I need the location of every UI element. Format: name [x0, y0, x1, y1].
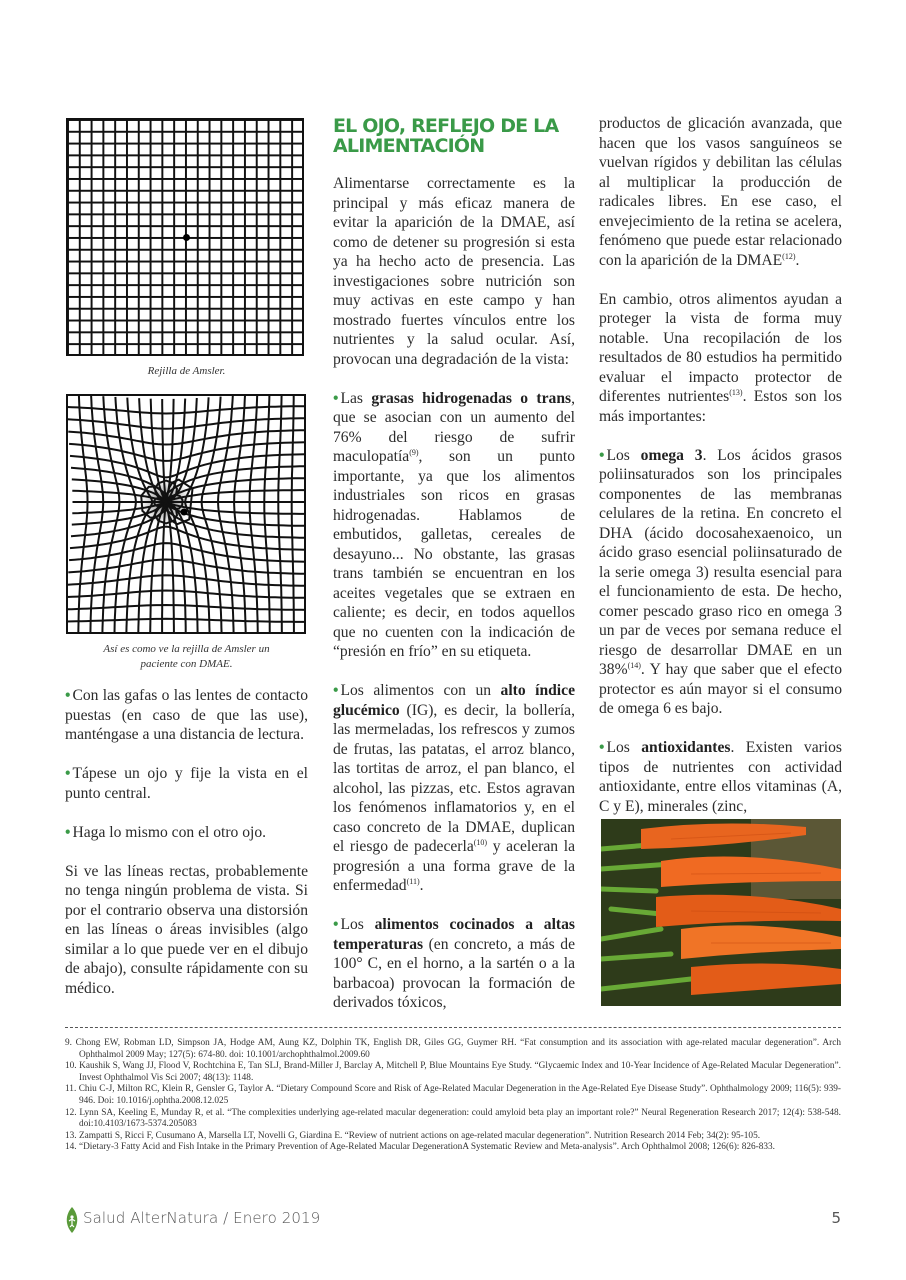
- item-alto-indice-glucemico: • Los alimentos con un alto índice glucémico (IG), es decir, la bollería, las mermeladas, los refrescos y zumos de frutas, las patatas, el arroz blanco, las tortitas de arroz, el pan blanco, el alcohol, las pizzas, etc. Estos agravan los fenómenos inflamatorios y, en el caso concreto de la DMAE, duplican el riesgo de padecerla$^{(10)}$ y aceleran la progresión a una forma grave de la enfermedad$^{(11)}$.: [333, 682, 575, 894]
- section-heading: EL OJO, REFLEJO DE LA ALIMENTACIÓN: [333, 115, 559, 157]
- bullet-icon: •: [333, 916, 339, 933]
- footnote-14: 14. “Dietary-3 Fatty Acid and Fish Intake in the Primary Prevention of Age-Related Macular DegenerationA Systematic Review and Meta-analysis”. Arch Ophthalmol 2008; 126(6): 826-833.: [65, 1142, 776, 1153]
- footnote-10: 10. Kaushik S, Wang JJ, Flood V, Rochtchina E, Tan SLJ, Brand-Miller J, Barclay A, Mitchell P, Blue Mountains Eye Study. “Glycaemic Index and 10-Year Incidence of Age-Related Macular Degeneration”. Invest Ophthalmol Vis Sci 2007; 48(13): 1148.: [65, 1061, 841, 1083]
- publication-name: Salud AlterNatura / Enero 2019: [83, 1209, 321, 1227]
- bullet-icon: •: [599, 739, 605, 756]
- footnote-12: 12. Lynn SA, Keeling E, Munday R, et al. “The complexities underlying age-related macular degeneration: could amyloid beta play an important role?” Neural Regeneration Research 2017; 12(4): 538-548. doi:10.4103/1673-5374.205083: [65, 1107, 841, 1130]
- middle-column: [333, 114, 575, 1032]
- bullet-icon: •: [333, 682, 339, 699]
- bullet-icon: •: [333, 389, 339, 407]
- leaf-logo-icon: [65, 1207, 79, 1233]
- distorted-amsler-grid: [66, 394, 306, 634]
- item-grasas-trans: • Las grasas hidrogenadas o trans, que se asocian con un aumento del 76% del riesgo de sufrir maculopatía$^{(9)}$, son un punto importante, ya que los alimentos industriales son ricos en grasas hidrogenadas. Hablamos de embutidos, galletas, cereales de desayuno... No obstante, las grasas trans también se encuentran en los aceites vegetales que se extraen en caliente; es decir, en todos aquellos que no cuenten con la indicación de “presión en frío” en su etiqueta.: [333, 389, 575, 660]
- carrots-photo: [601, 819, 841, 1006]
- footnote-ref: (10): [473, 837, 488, 847]
- amsler-grid-caption: Rejilla de Amsler.: [147, 365, 226, 377]
- footnote-9: 9. Chong EW, Robman LD, Simpson JA, Hodge AM, Aung KZ, Dolphin TK, English DR, Giles GG, Guymer RH. “Fat consumption and its association with age-related macular degeneration”. Arch Ophthalmol 2009 May; 127(5): 674-80. doi: 10.1001/archophthalmol.2009.60: [65, 1038, 841, 1060]
- footnote-13: 13. Zampatti S, Ricci F, Cusumano A, Marsella LT, Novelli G, Giardina E. “Review of nutrient actions on age-related macular degeneration”. Nutrition Research 2014 Feb; 34(2): 95-105.: [65, 1130, 761, 1141]
- right-column: [599, 114, 842, 836]
- amsler-grid-figure: [65, 118, 308, 379]
- closing-paragraph: Si ve las líneas rectas, probablemente no tenga ningún problema de vista. Si por el contrario observa una distorsión en las líneas o áreas invisibles (algo similar a lo que puede ver en el dibujo de abajo), consulte rápidamente con su médico.: [65, 862, 308, 997]
- instruction-2: • Tápese un ojo y fije la vista en el punto central.: [65, 765, 308, 802]
- page-number: 5: [831, 1209, 841, 1227]
- amsler-grid: [66, 118, 304, 356]
- footnote-ref: (14): [627, 660, 641, 670]
- footnotes-divider: [65, 1027, 841, 1028]
- instruction-1: • Con las gafas o las lentes de contacto puestas (en caso de que las use), manténgase a una distancia de lectura.: [65, 687, 308, 743]
- bullet-icon: •: [599, 446, 605, 464]
- item-omega-3: • Los omega 3. Los ácidos grasos poliinsaturados son los principales componentes de las membranas celulares de la retina. En concreto el DHA (ácido docosahexaenoico, un ácido graso esencial poliinsaturado de la serie omega 3) resulta esencial para el funcionamiento de esta. De hecho, comer pescado graso rico en omega 3 un par de veces por semana reduce el riesgo de desarrollar DMAE en un 38%$^{(14)}$. Y hay que saber que el efecto protector es aún mayor si el consumo de omega 6 es bajo.: [599, 446, 842, 717]
- bullet-icon: •: [65, 687, 71, 704]
- item-altas-temperaturas: • Los alimentos cocinados a altas temperaturas (en concreto, a más de 100° C, en el horno, a la sartén o a la barbacoa) provocan la formación de derivados tóxicos,: [333, 916, 575, 1011]
- item-antioxidantes: • Los antioxidantes. Existen varios tipos de nutrientes con actividad antioxidante, entre ellos vitaminas (A, C y E), minerales (zinc,: [599, 739, 842, 815]
- center-dot: [183, 234, 190, 241]
- footnotes: [65, 1038, 841, 1154]
- intro-paragraph: Alimentarse correctamente es la principal y más eficaz manera de evitar la aparición de la DMAE, así como de detener su progresión si esta ya ha hecho acto de presencia. Las investigaciones sobre nutrición son muy activas en este campo y han mostrado fuertes vínculos entre los nutrientes y la salud ocular. Así, provocan una degradación de la vista:: [333, 175, 575, 368]
- distorted-grid-caption: Así es como ve la rejilla de Amsler un paciente con DMAE.: [103, 643, 270, 670]
- bullet-icon: •: [65, 765, 71, 782]
- protect-paragraph: En cambio, otros alimentos ayudan a proteger la vista de forma muy notable. Una recopilación de los resultados de 80 estudios ha permitido evaluar el impacto protector de diferentes nutrientes$^{(13)}$. Estos son los más importantes:: [599, 290, 842, 425]
- footnote-ref: (11): [406, 876, 420, 886]
- page-footer: [65, 1207, 841, 1235]
- footnote-ref: (13): [729, 387, 743, 397]
- left-column: [65, 686, 308, 1018]
- continuation-paragraph: productos de glicación avanzada, que hacen que los vasos sanguíneos se vuelvan rígidos y debilitan las células al multiplicar la producción de radicales libres. En ese caso, el envejecimiento de la retina se acelera, fenómeno que puede estar relacionado con la aparición de la DMAE$^{(12)}$.: [599, 115, 842, 269]
- footnote-11: 11. Chiu C-J, Milton RC, Klein R, Gensler G, Taylor A. “Dietary Compound Score and Risk of Age-Related Macular Degeneration in the Age-Related Eye Disease Study”. Ophthalmology 2009; 116(5): 939-946. Doi: 10.1016/j.ophtha.2008.12.025: [65, 1084, 841, 1106]
- instruction-3: • Haga lo mismo con el otro ojo.: [65, 823, 267, 841]
- footnote-ref: (9): [409, 447, 419, 457]
- footnote-ref: (12): [782, 251, 796, 261]
- bullet-icon: •: [65, 823, 71, 841]
- distorted-amsler-grid-figure: [65, 394, 308, 672]
